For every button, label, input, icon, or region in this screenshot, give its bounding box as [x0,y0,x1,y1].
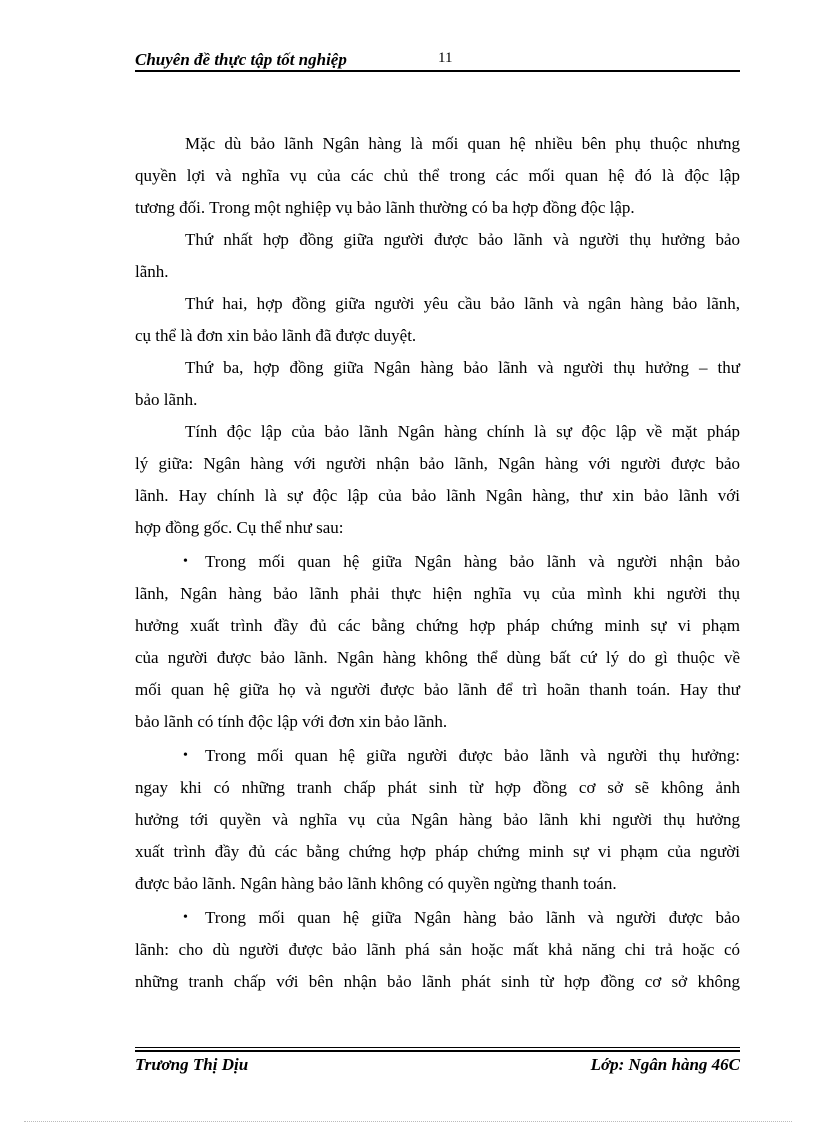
header-rule [135,70,740,72]
paragraph-line: những tranh chấp với bên nhận bảo lãnh phát sinh từ hợp đồng cơ sở không [135,972,740,991]
paragraph-line: xuất trình đầy đủ các bằng chứng hợp pháp chứng minh sự vi phạm của người [135,842,740,861]
bullet-line: Trong mối quan hệ giữa Ngân hàng bảo lãnh và người nhận bảo [205,552,740,571]
paragraph-line: bảo lãnh có tính độc lập với đơn xin bảo lãnh. [135,712,448,731]
bullet-marker: • [183,554,188,569]
document-title: Chuyên đề thực tập tốt nghiệp [135,50,347,69]
class-label: Lớp: Ngân hàng 46C [590,1055,740,1074]
paragraph-line: lãnh, Ngân hàng bảo lãnh phải thực hiện nghĩa vụ của mình khi người thụ [135,584,740,603]
paragraph-line: Mặc dù bảo lãnh Ngân hàng là mối quan hệ nhiều bên phụ thuộc nhưng [185,134,740,153]
paragraph-line: Tính độc lập của bảo lãnh Ngân hàng chính là sự độc lập về mặt pháp [185,422,740,441]
paragraph-line: hưởng tới quyền và nghĩa vụ của Ngân hàng bảo lãnh khi người thụ hưởng [135,810,740,829]
paragraph-line: bảo lãnh. [135,390,198,409]
footer-rule [135,1047,740,1048]
bullet-line: Trong mối quan hệ giữa Ngân hàng bảo lãnh và người được bảo [205,908,740,927]
paragraph-line: của người được bảo lãnh. Ngân hàng không thể dùng bất cứ lý do gì thuộc về [135,648,740,667]
page-header [135,46,740,74]
paragraph-line: mối quan hệ giữa họ và người được bảo lãnh để trì hoãn thanh toán. Hay thư [135,680,740,699]
page-footer [135,1047,740,1077]
paragraph-line: được bảo lãnh. Ngân hàng bảo lãnh không có quyền ngừng thanh toán. [135,874,617,893]
paragraph-line: Thứ nhất hợp đồng giữa người được bảo lãnh và người thụ hưởng bảo [185,230,740,249]
author-name: Trương Thị Dịu [135,1055,249,1074]
paragraph-line: hưởng xuất trình đầy đủ các bằng chứng hợp pháp chứng minh sự vi phạm [135,616,740,635]
paragraph-line: lý giữa: Ngân hàng với người nhận bảo lãnh, Ngân hàng với người được bảo [135,454,740,473]
page-number: 11 [438,50,453,66]
paragraph-line: quyền lợi và nghĩa vụ của các chủ thể trong các mối quan hệ đó là độc lập [135,166,740,185]
paragraph-line: Thứ ba, hợp đồng giữa Ngân hàng bảo lãnh và người thụ hưởng – thư [185,358,740,377]
paragraph-line: lãnh. Hay chính là sự độc lập của bảo lãnh Ngân hàng, thư xin bảo lãnh với [135,486,740,505]
bullet-marker: • [183,748,188,763]
paragraph-line: ngay khi có những tranh chấp phát sinh từ hợp đồng cơ sở sẽ không ảnh [135,778,740,797]
paragraph-line: Thứ hai, hợp đồng giữa người yêu cầu bảo lãnh và ngân hàng bảo lãnh, [185,294,740,313]
paragraph-line: hợp đồng gốc. Cụ thể như sau: [135,518,344,537]
bullet-marker: • [183,910,188,925]
paragraph-line: lãnh: cho dù người được bảo lãnh phá sản hoặc mất khả năng chi trả hoặc có [135,940,740,959]
paragraph-line: cụ thể là đơn xin bảo lãnh đã được duyệt. [135,326,417,345]
footer-rule-double [135,1050,740,1052]
paragraph-line: lãnh. [135,262,169,281]
page-bottom-border [24,1121,792,1122]
bullet-line: Trong mối quan hệ giữa người được bảo lãnh và người thụ hưởng: [205,746,740,765]
paragraph-line: tương đối. Trong một nghiệp vụ bảo lãnh thường có ba hợp đồng độc lập. [135,198,635,217]
